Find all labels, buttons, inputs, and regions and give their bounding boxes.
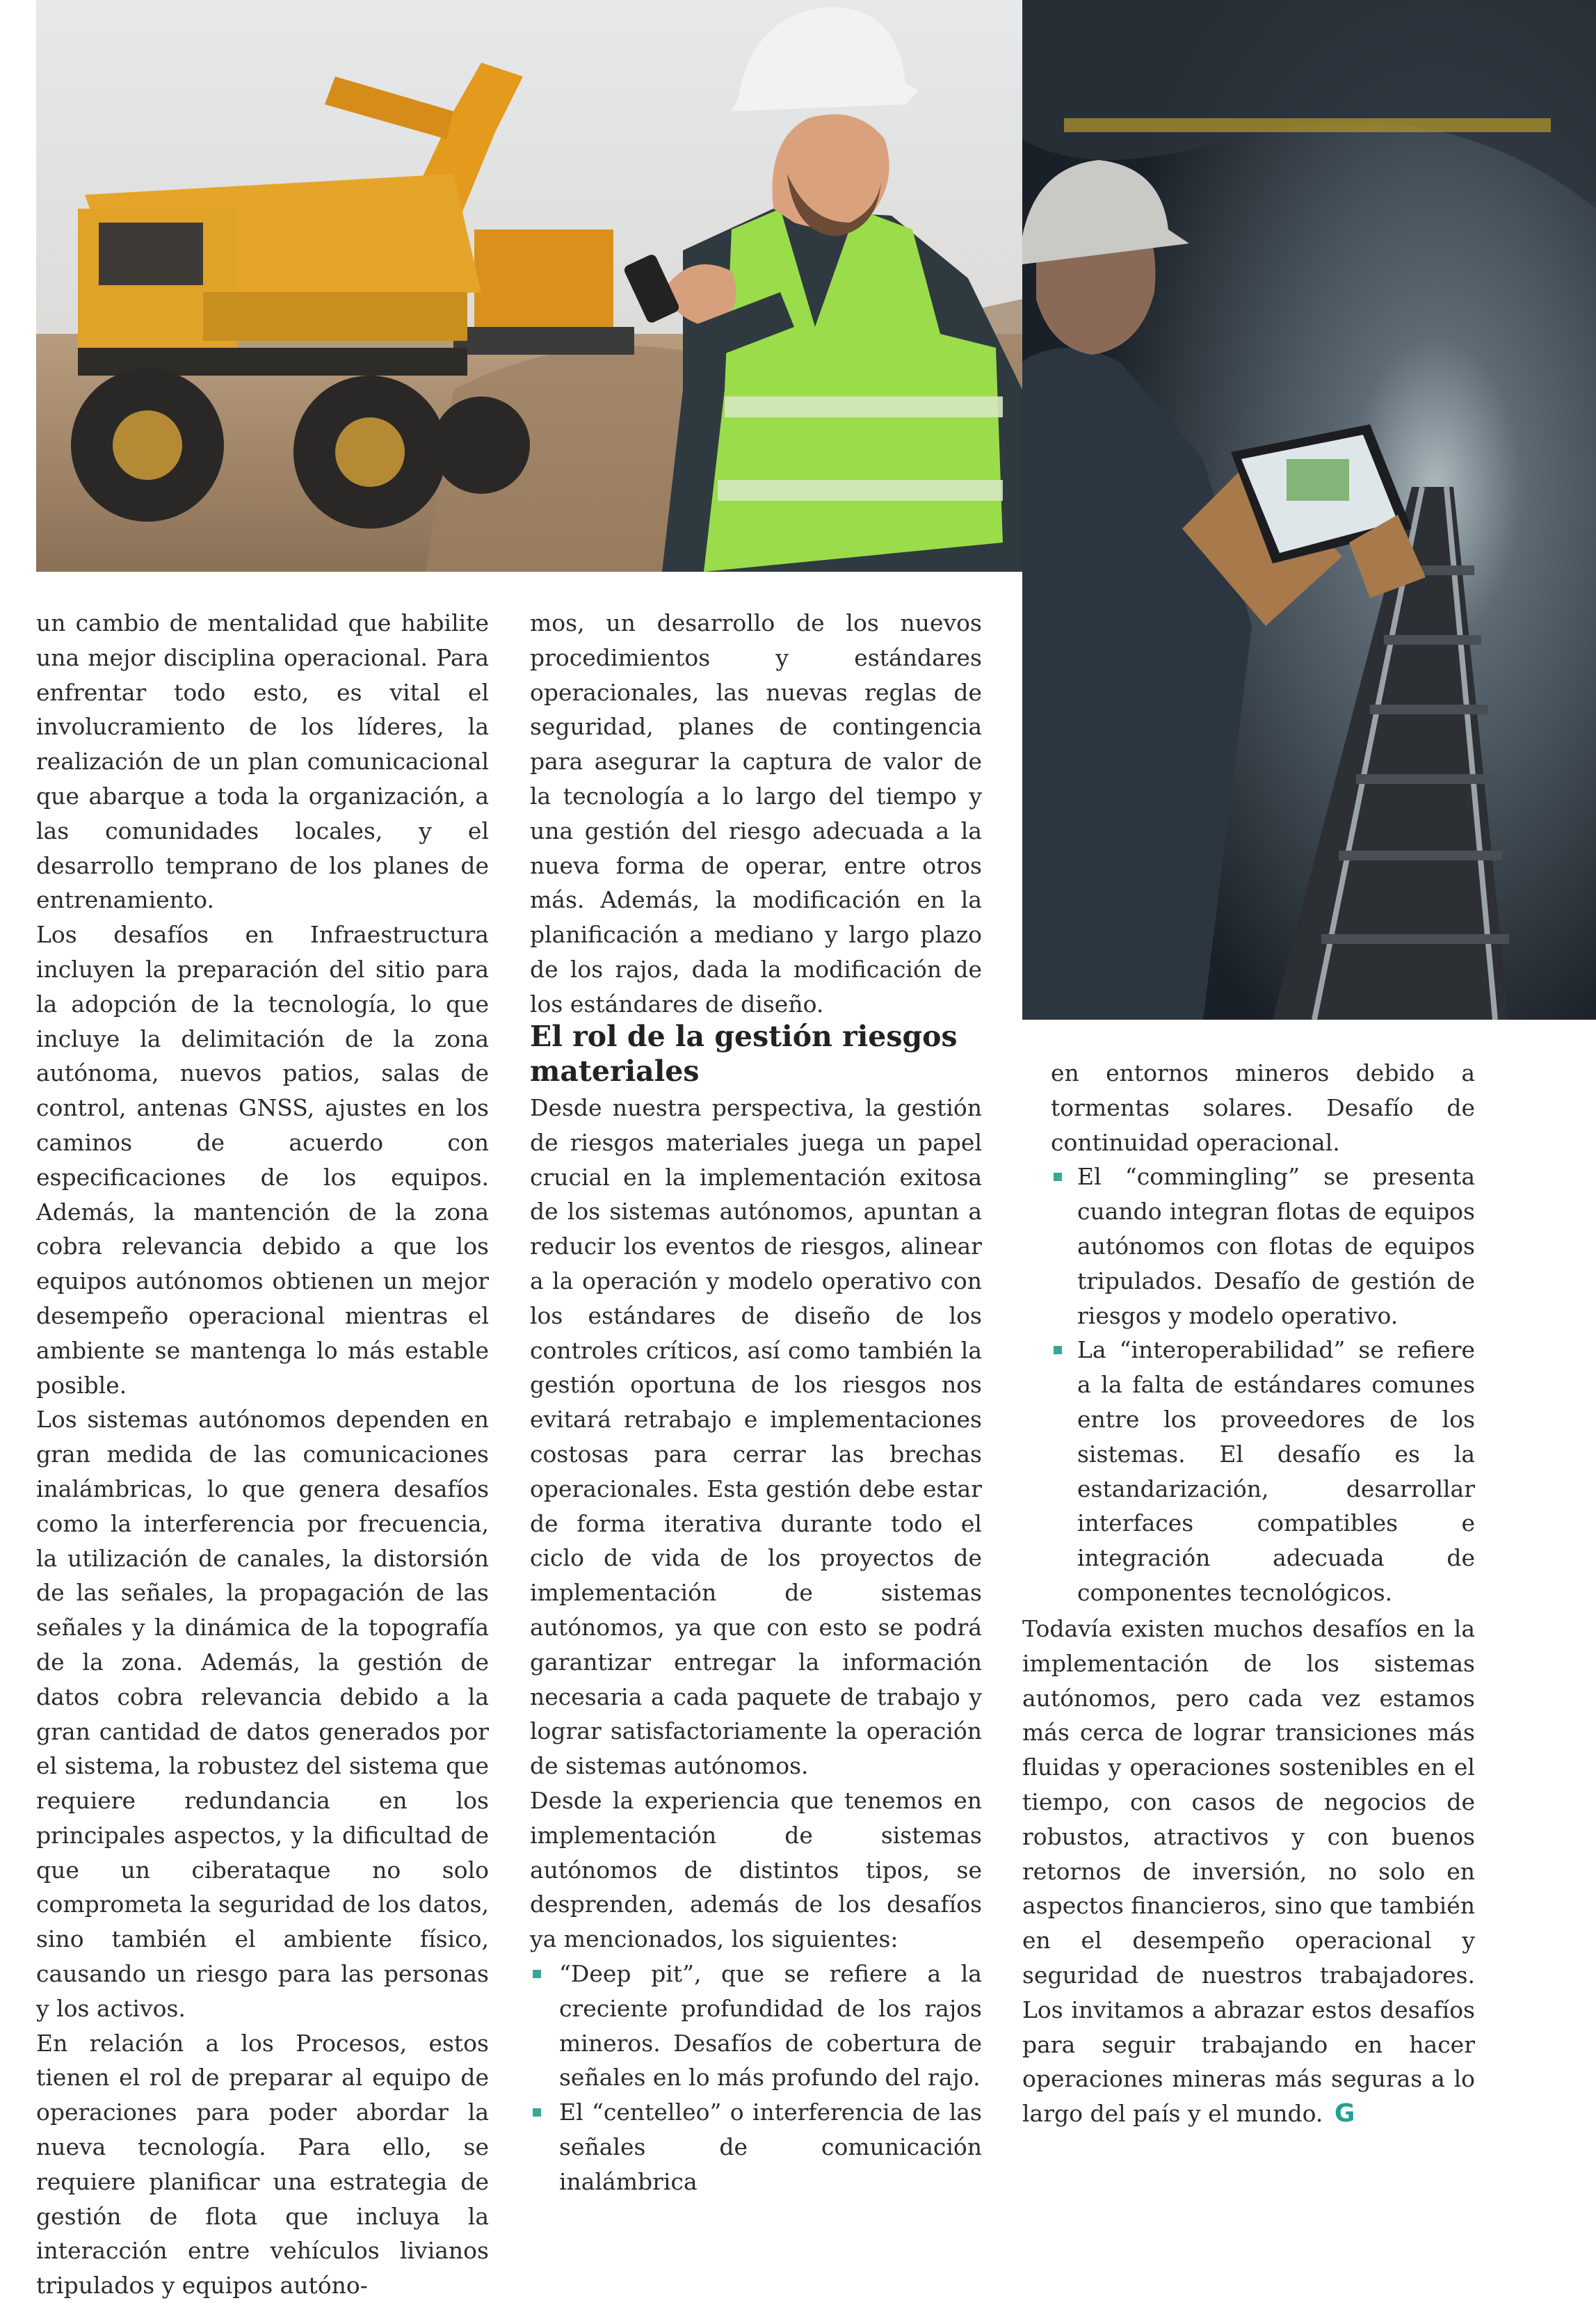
col3-bullet-continuation: en entornos mineros debido a tormentas solares. Desafío de continuidad operacional. (1051, 1059, 1475, 1156)
col3-bullet-list (1051, 1159, 1475, 1610)
column-3-closing (1022, 1612, 1475, 2131)
col1-paragraph-2: Los desafíos en Infraestructura incluyen la preparación del sitio para la adopción de la tecnología, lo que incluye la delimitación de la zona autónoma, nuevos patios, salas de control, antenas GNSS, ajustes en los caminos de acuerdo con especificaciones de los equipos. Además, la mantención de la zona cobra relevancia debido a que los equipos autónomos obtienen un mejor desempeño operacional mientras el ambiente se mantenga lo más estable posible. (36, 921, 489, 1399)
list-item-text: “Deep pit”, que se refiere a la creciente profundidad de los rajos mineros. Desafíos de cobertura de señales en lo más profundo del rajo. (559, 1959, 982, 2092)
photo-miner-with-tablet (1022, 0, 1596, 1020)
section-heading: El rol de la gestión riesgos materiales (530, 1020, 958, 1088)
square-bullet-icon (1054, 1346, 1062, 1354)
list-item-text: El “centelleo” o interferencia de las señales de comunicación inalámbrica (559, 2099, 982, 2195)
col1-paragraph-3: Los sistemas autónomos dependen en gran medida de las comunicaciones inalámbricas, lo que genera desafíos como la interferencia por frecuencia, la utilización de canales, la distorsión de las señales, la propagación de las señales y la dinámica de la topografía de la zona. Además, la gestión de datos cobra relevancia debido a la gran cantidad de datos generados por el sistema, la robustez del sistema que requiere redundancia en los principales aspectos, y la dificultad de que un ciberataque no solo comprometa la seguridad de los datos, sino también el ambiente físico, causando un riesgo para las personas y los activos. (36, 1406, 489, 2022)
column-2 (530, 606, 982, 2195)
square-bullet-icon (533, 2108, 541, 2117)
closing-paragraph-text: Todavía existen muchos desafíos en la implementación de los sistemas autónomos, pero cada vez estamos más cerca de lograr transiciones más fluidas y operaciones sostenibles en el tiempo, con casos de negocios de robustos, atractivos y con buenos retornos de inversión, no solo en aspectos financieros, sino que también en el desempeño operacional y seguridad de nuestros trabajadores. Los invitamos a abrazar estos desafíos para seguir trabajando en hacer operaciones mineras más seguras a lo largo del país y el mundo. (1022, 1615, 1475, 2128)
list-item (530, 2095, 982, 2199)
photo-worker-with-phone (36, 0, 1022, 572)
list-item (530, 1957, 982, 2095)
col2-paragraph-1: mos, un desarrollo de los nuevos procedimientos y estándares operacionales, las nuevas reglas de seguridad, planes de contingencia para asegurar la captura de valor de la tecnología a lo largo del tiempo y una gestión del riesgo adecuada a la nueva forma de operar, entre otros más. Además, la modificación en la planificación a mediano y largo plazo de los rajos, dada la modificación de los estándares de diseño. (530, 609, 982, 1018)
list-item-text: El “commingling” se presenta cuando integran flotas de equipos autónomos con flotas de equipos tripulados. Desafío de gestión de riesgos y modelo operativo. (1077, 1163, 1475, 1329)
list-item (1051, 1333, 1475, 1610)
column-3-list (1051, 1056, 1475, 1610)
end-mark-icon: G (1334, 2099, 1355, 2128)
col1-paragraph-1: un cambio de mentalidad que habilite una mejor disciplina operacional. Para enfrentar todo esto, es vital el involucramiento de los líderes, la realización de un plan comunicacional que abarque a toda la organización, a las comunidades locales, y el desarrollo temprano de los planes de entrenamiento. (36, 609, 489, 914)
list-item-text: La “interoperabilidad” se refiere a la falta de estándares comunes entre los proveedores de los sistemas. El desafío es la estandarización, desarrollar interfaces compatibles e integración adecuada de componentes tecnológicos. (1077, 1336, 1475, 1606)
square-bullet-icon (1054, 1173, 1062, 1181)
col2-section-body (530, 1091, 982, 2199)
col2-paragraph-3: Desde la experiencia que tenemos en implementación de sistemas autónomos de distintos tipos, se desprenden, además de los desafíos ya mencionados, los siguientes: (530, 1786, 982, 1953)
square-bullet-icon (533, 1970, 541, 1978)
col2-bullet-list (530, 1957, 982, 2199)
list-item (1051, 1159, 1475, 1333)
col1-paragraph-4: En relación a los Procesos, estos tienen el rol de preparar al equipo de operaciones para poder abordar la nueva tecnología. Para ello, se requiere planificar una estrategia de gestión de flota que incluya la interacción entre vehículos livianos tripulados y equipos autóno- (36, 2029, 489, 2300)
column-1 (36, 606, 489, 2303)
col2-paragraph-2: Desde nuestra perspectiva, la gestión de riesgos materiales juega un papel crucial en la implementación exitosa de los sistemas autónomos, apuntan a reducir los eventos de riesgos, alinear a la operación y modelo operativo con los estándares de diseño de los controles críticos, así como también la gestión oportuna de los riesgos nos evitará retrabajo e implementaciones costosas para cerrar las brechas operacionales. Esta gestión debe estar de forma iterativa durante todo el ciclo de vida de los proyectos de implementación de sistemas autónomos, ya que con esto se podrá garantizar entregar la información necesaria a cada paquete de trabajo y lograr satisfactoriamente la operación de sistemas autónomos. (530, 1094, 982, 1780)
miner-with-tablet-illustration (1022, 0, 1596, 1020)
worker-with-phone-illustration (36, 0, 1022, 572)
closing-paragraph (1022, 1612, 1475, 2131)
